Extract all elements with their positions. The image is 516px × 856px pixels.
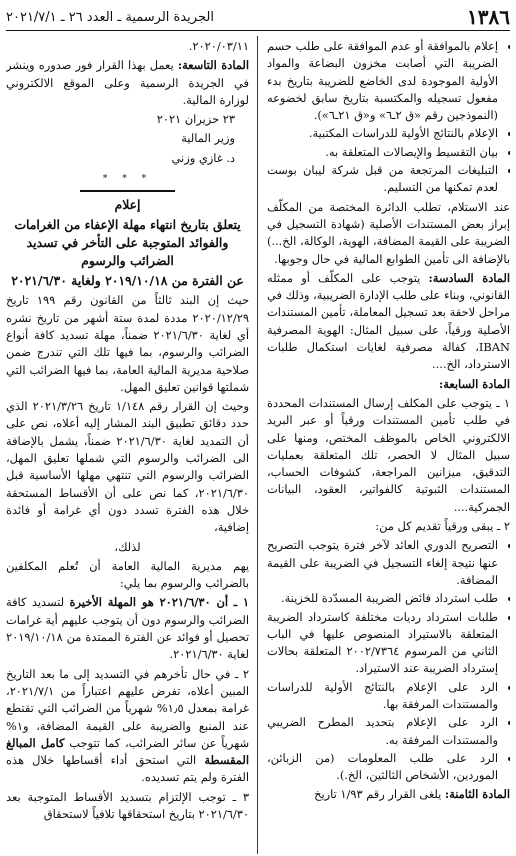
item-one (6, 594, 249, 663)
signature-name: د. غازي وزني (171, 150, 235, 165)
running-header: الجريدة الرسمية ـ العدد ٢٦ ـ ٢٠٢١/٧/١ (6, 9, 214, 25)
notices-list (267, 38, 510, 197)
paper-submissions-list (267, 537, 510, 784)
list-item: • التبليغات المرتجعة من قبل شركة ليبان بوست لعدم تمكنها من التسليم. (267, 162, 498, 197)
article-title: المادة السادسة: (428, 270, 510, 285)
page-header (6, 4, 510, 31)
list-item: • طلبات استرداد رديات مختلفة كاسترداد الضريبة المتعلقة بالاستيراد المنصوص عليها في الباب الثاني من المرسوم ٢٠٠٢/٧٣٦٤ المتعلقة بحالات إسترداد الضريبة عند الاستيراد. (267, 609, 498, 678)
article-text: يلغى القرار رقم ١/٩٣ تاريخ (314, 787, 442, 802)
separator-stars: * * * (102, 174, 153, 185)
article-six (267, 270, 510, 374)
signature-role: وزير المالية (181, 131, 235, 146)
list-item: • الرد على طلب المعلومات (من الزبائن، الموردين، الأشخاص الثالثين، الخ.). (267, 750, 498, 785)
notice-subject: يتعلق بتاريخ انتهاء مهلة الإعفاء من الغرامات والفوائد المتوجبة على التأخر في تسديد الضرائب والرسوم (14, 217, 241, 269)
divider (80, 190, 175, 192)
article-title: المادة الثامنة: (444, 787, 510, 802)
notice-period: عن الفترة من ٢٠١٩/١٠/١٨ ولغاية ٢٠٢١/٦/٣٠ (11, 273, 244, 289)
left-column (6, 38, 249, 854)
paragraph: عند الاستلام، تطلب الدائرة المختصة من المكلّف إبراز بعض المستندات الأصلية (شهادة التسجيل في الضريبة على القيمة المضافة، الهوية، الوكالة، الخ...) بالإضافة الى تأمين الطوابع المالية في حال وجوبها. (267, 199, 510, 266)
list-item: • الإعلام بالنتائج الأولية للدراسات المكتبية. (267, 125, 498, 142)
page-number: ١٣٨٦ (467, 5, 510, 29)
paragraph: ٢٠٢٠/٠٣/١١. (188, 39, 249, 53)
list-item: • إعلام بالموافقة أو عدم الموافقة على طلب حسم الضريبة التي أصابت مخزون البضاعة والمواد الأولية الموجودة لدى الخاضع للضريبة بتاريخ بدء مفعول تسجيله والمكتسبة بتاريخ سابق لخضوعه (النموذجين رقم «ق ٢ـ٦» و«ق ٢١ـ٦»). (267, 38, 498, 124)
right-column (267, 38, 510, 854)
paragraph: حيث إن البند ثالثاً من القانون رقم ١٩٩ تاريخ ٢٠٢٠/١٢/٢٩ مددة لمدة ستة أشهر من تاريخ نشره أي لغاية ٢٠٢١/٦/٣٠ ضمناً، مهلة تسديد كافة أنواع الضرائب والرسوم، بما فيها تلك التي تندرج ضمن صلاحية مديرية المالية العامة، بما فيها الضرائب التي شملتها قوانين تعليق المهل. (6, 293, 249, 394)
article-title: المادة التاسعة: (177, 58, 249, 73)
list-item: • التصريح الدوري العائد لآخر فترة يتوجب التصريح عنها نتيجة إلغاء التسجيل في الضريبة على القيمة المضافة. (267, 537, 498, 589)
list-item: • الرد على الإعلام بالنتائج الأولية للدراسات والمستندات المرفقة بها. (267, 679, 498, 714)
list-item: • طلب استرداد فائض الضريبة المسدّدة للخزينة. (267, 590, 498, 607)
article-text: يعمل بهذا القرار فور صدوره وينشر في الجريدة الرسمية وعلى الموقع الالكتروني لوزارة المالية. (6, 58, 249, 107)
article-text: يتوجب على المكلّف أو ممثله القانوني، وبناء على طلب الإدارة الضريبية، وذلك في مراحل لاحقة بعد تسجيل المعاملة، تأمين المستندات الأصلية ورقياً، على سبيل المثال: الهوية المصرفية IBAN، كفالة مصرفية لغايات استكمال طلبات الاسترداد، الخ.... (267, 270, 510, 372)
notice-title: إعلام (114, 197, 141, 213)
item-emphasis: كامل المبالغ المقسطة (6, 735, 249, 768)
item-text: ٢ ـ في حال تأخرهم في التسديد إلى ما بعد التاريخ المبين أعلاه، تفرض عليهم اعتباراً من ٢٠٢١/٧/١، غرامة بمعدل ١٫٥% شهرياً من الضرائب التي تقتطع عند المنبع والضريبة على القيمة المضافة، و١% شهرياً عن سائر الضرائب، كما تتوجب (6, 666, 249, 750)
list-item: • بيان التقسيط والإيصالات المتعلقة به. (267, 144, 498, 161)
item-text: التي استحق أداء أقساطها خلال هذه الفترة ولم يتم تسديده. (6, 753, 249, 785)
paragraph: ٢ ـ يبقى ورقياً تقديم كل من: (375, 519, 510, 534)
paragraph: وحيث إن القرار رقم ١/١٤٨ تاريخ ٢٠٢١/٣/٢٦ الذي حدد دقائق تطبيق البند المشار إليه أعلاه، نص على أن التمديد لغاية ٢٠٢١/٦/٣٠ ضمناً، يشمل بالإضافة الى الضرائب والرسوم التي شملها تعليق المهل، الضرائب والرسوم التي تنتهي مهلها الأساسية قبل ٢٠٢١/٦/٣٠، كما نص على أن الأقساط المستحقة خلال هذه الفترة تسدد دون أي غرامة أو فائدة إضافية، (6, 399, 249, 535)
paragraph: لذلك، (114, 539, 141, 554)
item-three: ٣ ـ توجب الإلتزام بتسديد الأقساط المتوجبة بعد ٢٠٢١/٦/٣٠ بتاريخ استحقاقها تلافياً لاستحقاق (6, 789, 249, 821)
article-eight (267, 786, 510, 803)
item-lead: ١ ـ أن ٢٠٢١/٦/٣٠ هو المهلة الأخيرة (69, 595, 249, 610)
article-title: المادة السابعة: (439, 376, 510, 391)
list-item: • الرد على الإعلام بتحديد المطرح الضريبي والمستندات المرفقة به. (267, 714, 498, 749)
item-text: لتسديد كافة الضرائب والرسوم دون أن يتوجب عليهم أية غرامات تحصيل أو فوائد عن الفترة الممتدة من ٢٠١٩/١٠/١٨ لغاية ٢٠٢١/٦/٣٠. (6, 595, 249, 662)
item-two (6, 666, 249, 787)
article-nine (6, 57, 249, 109)
column-divider (257, 36, 258, 854)
signature-date: ٢٣ حزيران ٢٠٢١ (156, 112, 235, 127)
paragraph: ١ ـ يتوجب على المكلف إرسال المستندات المحددة في طلب تأمين المستندات ورقياً أو عبر البريد الالكتروني الخاص بالموظف المختص، ومنها على سبيل المثال لا الحصر، تلك المتعلقة بعمليات التدقيق، ميزانين المراجعة، كشوفات الحساب، المستندات الثبوتية كالفواتير، العقود، البيانات الجمركية.... (267, 395, 510, 514)
paragraph: يهم مديرية المالية العامة أن تُعلم المكلفين بالضرائب والرسوم بما يلي: (6, 558, 249, 591)
